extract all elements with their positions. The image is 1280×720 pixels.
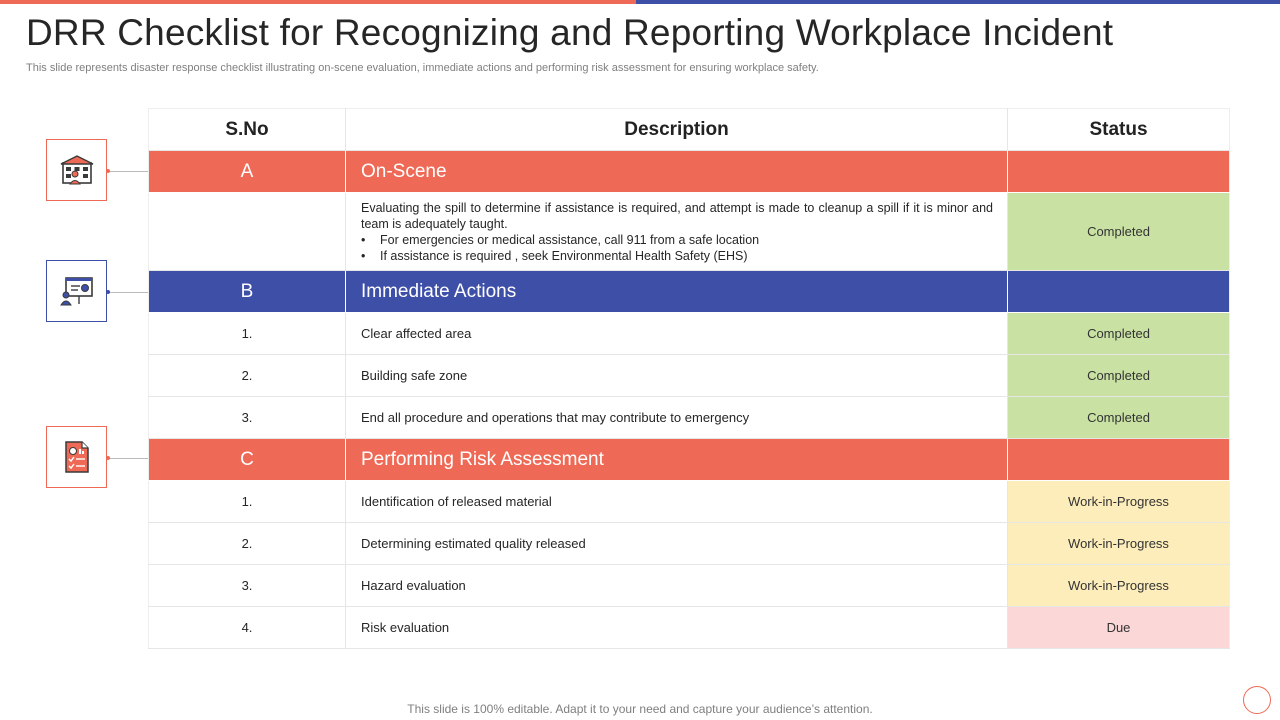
- table-row: [149, 313, 1230, 355]
- intro-bullet: [361, 248, 1007, 264]
- section-b-title: Immediate Actions: [346, 271, 1008, 313]
- status-badge: Work-in-Progress: [1008, 565, 1230, 607]
- section-b-status-cell: [1008, 271, 1230, 313]
- top-accent-red: [0, 0, 636, 4]
- section-b-row: [149, 271, 1230, 313]
- row-number: 1.: [149, 313, 346, 355]
- top-accent-bar: [0, 0, 1280, 4]
- column-header-description: Description: [346, 109, 1008, 151]
- footer-note: This slide is 100% editable. Adapt it to your need and capture your audience’s attention.: [407, 702, 873, 716]
- bullet-marker: •: [361, 232, 366, 247]
- building-icon: [60, 155, 94, 185]
- section-c-icon-box: [46, 426, 107, 488]
- status-badge: Completed: [1008, 193, 1230, 271]
- table-row: [149, 481, 1230, 523]
- page-title: DRR Checklist for Recognizing and Reporting Workplace Incident: [26, 12, 1114, 53]
- intro-bullet: [361, 232, 1007, 248]
- bullet-text: For emergencies or medical assistance, call 911 from a safe location: [380, 232, 760, 247]
- row-description: Identification of released material: [346, 481, 1008, 523]
- report-icon: [63, 440, 91, 474]
- section-b-connector: [107, 292, 148, 293]
- row-number: 3.: [149, 565, 346, 607]
- table-row: [149, 355, 1230, 397]
- status-badge: Completed: [1008, 313, 1230, 355]
- row-number: [149, 193, 346, 271]
- row-description: End all procedure and operations that may contribute to emergency: [346, 397, 1008, 439]
- row-description: Risk evaluation: [346, 607, 1008, 649]
- section-a-status-cell: [1008, 151, 1230, 193]
- section-b-icon-box: [46, 260, 107, 322]
- row-number: 2.: [149, 355, 346, 397]
- table-header-row: [149, 109, 1230, 151]
- page-subtitle: This slide represents disaster response checklist illustrating on-scene evaluation, immediate actions and performing risk assessment for ensuring workplace safety.: [26, 62, 819, 74]
- table-row: [149, 565, 1230, 607]
- row-description: Determining estimated quality released: [346, 523, 1008, 565]
- row-description: Hazard evaluation: [346, 565, 1008, 607]
- status-badge: Due: [1008, 607, 1230, 649]
- bullet-text: If assistance is required , seek Environmental Health Safety (EHS): [380, 248, 748, 263]
- status-badge: Completed: [1008, 397, 1230, 439]
- section-a-connector-dot: [106, 169, 110, 173]
- section-c-connector-dot: [106, 456, 110, 460]
- column-header-sno: S.No: [149, 109, 346, 151]
- row-description: Clear affected area: [346, 313, 1008, 355]
- row-number: 3.: [149, 397, 346, 439]
- section-a-connector: [107, 171, 148, 172]
- section-b-letter: B: [149, 271, 346, 313]
- row-number: 2.: [149, 523, 346, 565]
- section-a-title: On-Scene: [346, 151, 1008, 193]
- section-a-row: [149, 151, 1230, 193]
- section-a-letter: A: [149, 151, 346, 193]
- section-c-status-cell: [1008, 439, 1230, 481]
- presentation-icon: [60, 275, 94, 307]
- table-row: [149, 193, 1230, 271]
- checklist-table: [148, 108, 1230, 649]
- corner-circle-decoration: [1243, 686, 1271, 714]
- status-badge: Work-in-Progress: [1008, 523, 1230, 565]
- section-c-letter: C: [149, 439, 346, 481]
- top-accent-blue: [636, 0, 1280, 4]
- section-a-icon-box: [46, 139, 107, 201]
- row-description: Building safe zone: [346, 355, 1008, 397]
- table-row: [149, 523, 1230, 565]
- section-c-connector: [107, 458, 148, 459]
- status-badge: Completed: [1008, 355, 1230, 397]
- section-b-connector-dot: [106, 290, 110, 294]
- table-row: [149, 397, 1230, 439]
- row-number: 4.: [149, 607, 346, 649]
- intro-paragraph: Evaluating the spill to determine if assistance is required, and attempt is made to cleanup a spill if it is minor and team is adequately taught.: [361, 200, 993, 231]
- row-number: 1.: [149, 481, 346, 523]
- table-row: [149, 607, 1230, 649]
- status-badge: Work-in-Progress: [1008, 481, 1230, 523]
- row-description: [346, 193, 1008, 271]
- column-header-status: Status: [1008, 109, 1230, 151]
- section-c-title: Performing Risk Assessment: [346, 439, 1008, 481]
- bullet-marker: •: [361, 248, 366, 263]
- section-c-row: [149, 439, 1230, 481]
